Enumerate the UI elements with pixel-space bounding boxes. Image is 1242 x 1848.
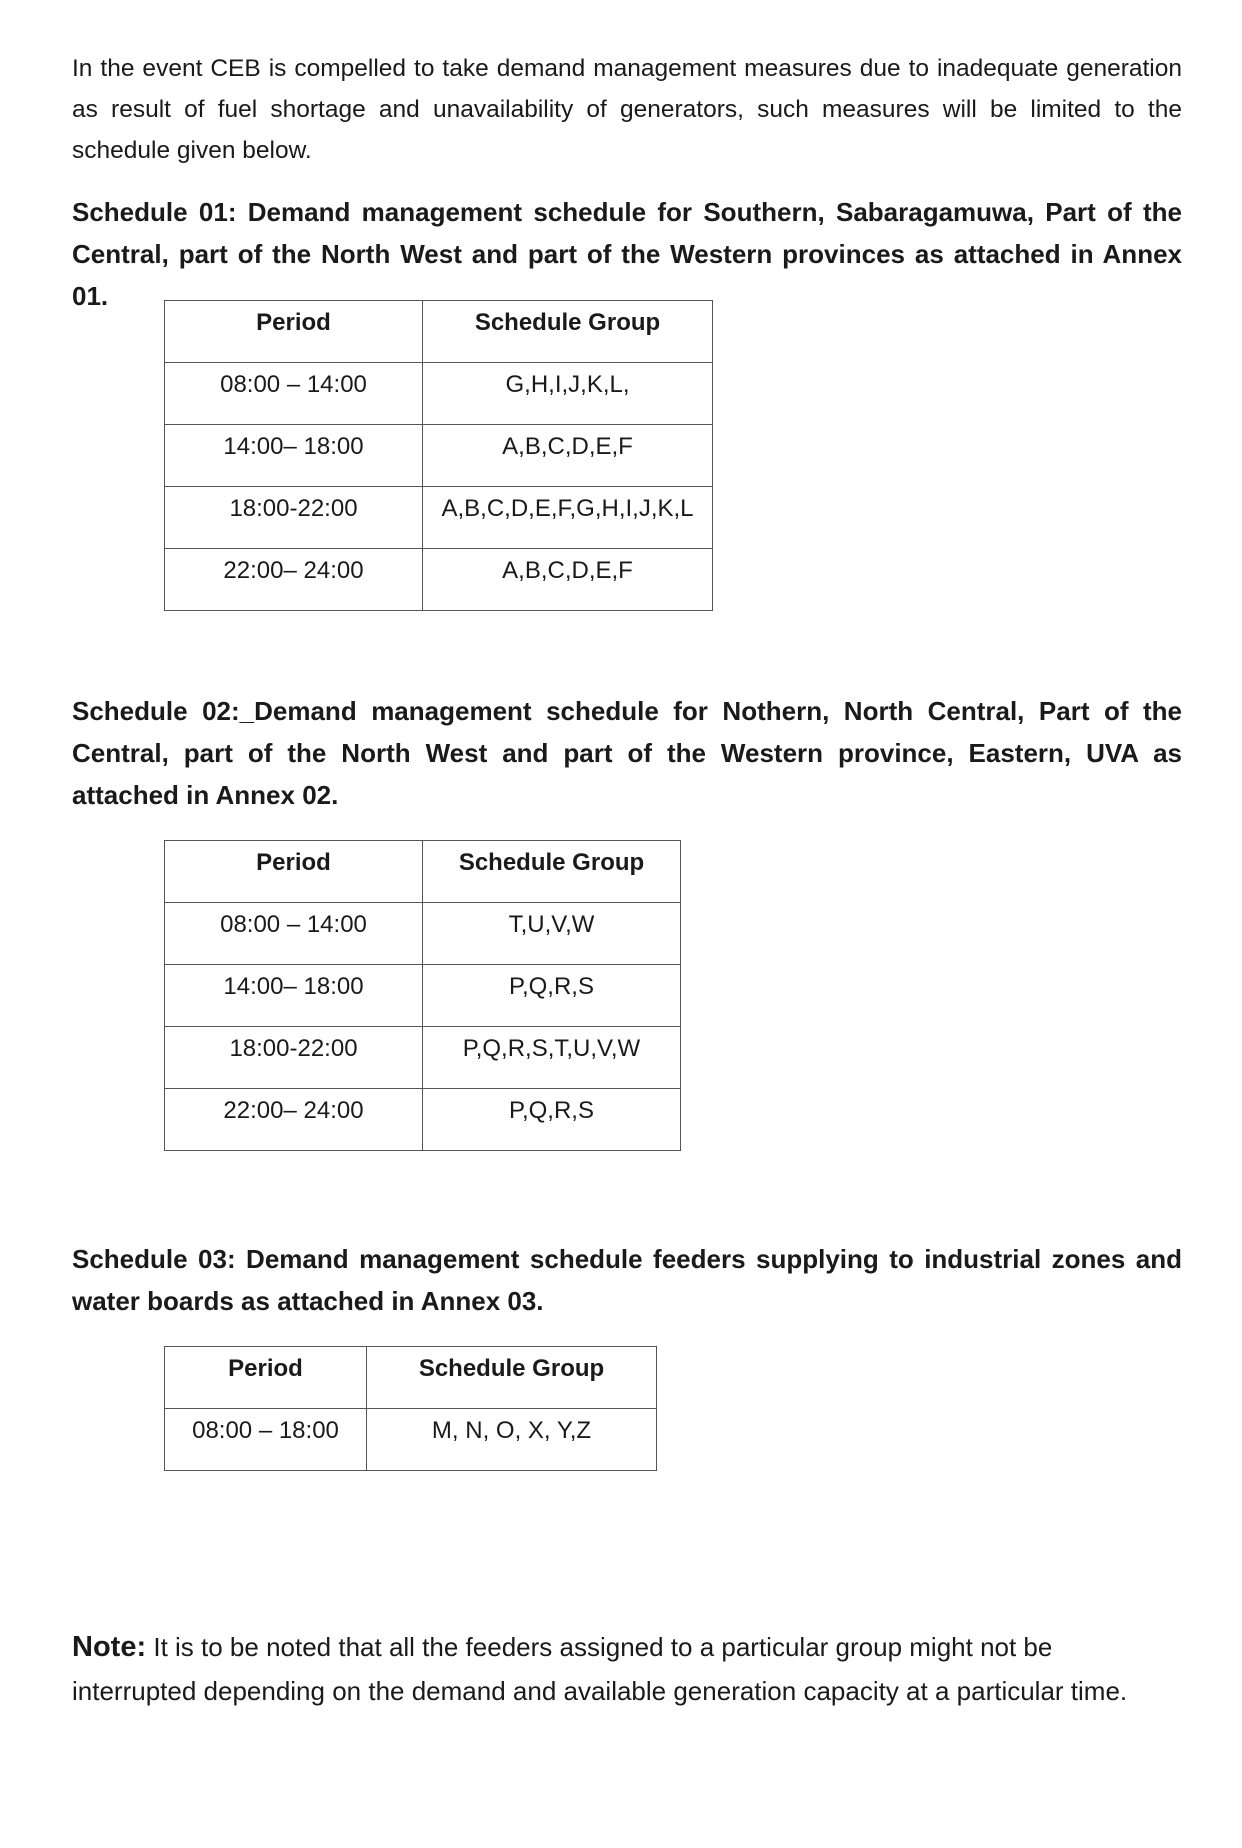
- period-cell: 18:00-22:00: [165, 1027, 423, 1089]
- table-row: [165, 425, 713, 487]
- table-row: [165, 903, 681, 965]
- intro-paragraph: In the event CEB is compelled to take demand management measures due to inadequate generation as result of fuel shortage and unavailability of generators, such measures will be limited to the schedule given below.: [72, 55, 1182, 164]
- table-header-row: [165, 301, 713, 363]
- schedule-group-header: Schedule Group: [423, 841, 681, 903]
- group-cell: T,U,V,W: [423, 903, 681, 965]
- note-label: Note:: [72, 1631, 147, 1663]
- table-row: [165, 363, 713, 425]
- schedule-03-table: [164, 1346, 657, 1471]
- period-cell: 08:00 – 18:00: [165, 1409, 367, 1471]
- schedule-02-heading: Schedule 02:_Demand management schedule for Nothern, North Central, Part of the Central, part of the North West and part of the Western province, Eastern, UVA as attached in Annex 02.: [72, 696, 1182, 810]
- period-cell: 22:00– 24:00: [165, 549, 423, 611]
- table-header-row: [165, 841, 681, 903]
- table-row: [165, 965, 681, 1027]
- schedule-group-header: Schedule Group: [367, 1347, 657, 1409]
- table-row: [165, 1089, 681, 1151]
- period-cell: 18:00-22:00: [165, 487, 423, 549]
- group-cell: A,B,C,D,E,F: [423, 549, 713, 611]
- group-cell: P,Q,R,S: [423, 965, 681, 1027]
- note-paragraph: [72, 1625, 1182, 1713]
- period-header: Period: [165, 301, 423, 363]
- group-cell: P,Q,R,S,T,U,V,W: [423, 1027, 681, 1089]
- table-row: [165, 1409, 657, 1471]
- table-row: [165, 1027, 681, 1089]
- note-text: It is to be noted that all the feeders assigned to a particular group might not be interrupted depending on the demand and available generation capacity at a particular time.: [72, 1632, 1128, 1706]
- schedule-01-table: [164, 300, 713, 611]
- period-cell: 08:00 – 14:00: [165, 363, 423, 425]
- table-row: [165, 487, 713, 549]
- group-cell: A,B,C,D,E,F,G,H,I,J,K,L: [423, 487, 713, 549]
- period-cell: 14:00– 18:00: [165, 965, 423, 1027]
- table-header-row: [165, 1347, 657, 1409]
- period-cell: 22:00– 24:00: [165, 1089, 423, 1151]
- schedule-02-table: [164, 840, 681, 1151]
- table-row: [165, 549, 713, 611]
- group-cell: G,H,I,J,K,L,: [423, 363, 713, 425]
- schedule-group-header: Schedule Group: [423, 301, 713, 363]
- period-header: Period: [165, 1347, 367, 1409]
- period-cell: 14:00– 18:00: [165, 425, 423, 487]
- group-cell: A,B,C,D,E,F: [423, 425, 713, 487]
- schedule-03-heading: Schedule 03: Demand management schedule feeders supplying to industrial zones and water boards as attached in Annex 03.: [72, 1244, 1182, 1316]
- group-cell: M, N, O, X, Y,Z: [367, 1409, 657, 1471]
- period-header: Period: [165, 841, 423, 903]
- group-cell: P,Q,R,S: [423, 1089, 681, 1151]
- schedule-01-heading: Schedule 01: Demand management schedule for Southern, Sabaragamuwa, Part of the Central, part of the North West and part of the Western provinces as attached in Annex 01.: [72, 197, 1182, 311]
- period-cell: 08:00 – 14:00: [165, 903, 423, 965]
